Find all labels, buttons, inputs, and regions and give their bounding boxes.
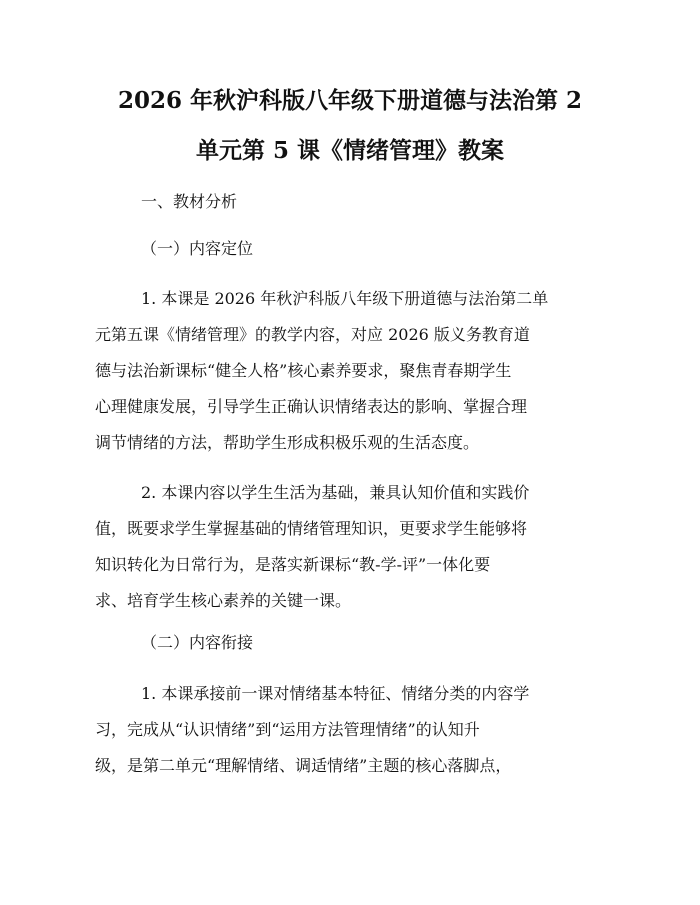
subsection-heading-content-connection: （二）内容衔接 xyxy=(141,633,254,652)
paragraph-1-line-1: 1. 本课是 2026 年秋沪科版八年级下册道德与法治第二单 xyxy=(141,289,549,308)
paragraph-3-line-1: 1. 本课承接前一课对情绪基本特征、情绪分类的内容学 xyxy=(141,684,530,703)
document-title-line-2: 单元第 5 课《情绪管理》教案 xyxy=(195,137,505,164)
paragraph-1-line-3: 德与法治新课标“健全人格”核心素养要求，聚焦青春期学生 xyxy=(95,361,512,380)
paragraph-2-line-3: 知识转化为日常行为，是落实新课标“教-学-评”一体化要 xyxy=(95,555,491,574)
paragraph-2-line-1: 2. 本课内容以学生生活为基础，兼具认知价值和实践价 xyxy=(141,483,530,502)
subsection-heading-content-positioning: （一）内容定位 xyxy=(141,239,254,258)
paragraph-3-line-2: 习，完成从“认识情绪”到“运用方法管理情绪”的认知升 xyxy=(95,720,480,739)
paragraph-2-line-4: 求、培育学生核心素养的关键一课。 xyxy=(95,591,352,610)
paragraph-1-line-4: 心理健康发展，引导学生正确认识情绪表达的影响、掌握合理 xyxy=(95,397,528,416)
paragraph-1-line-2: 元第五课《情绪管理》的教学内容，对应 2026 版义务教育道 xyxy=(95,325,530,344)
paragraph-1-line-5: 调节情绪的方法，帮助学生形成积极乐观的生活态度。 xyxy=(95,433,480,452)
section-heading-textbook-analysis: 一、教材分析 xyxy=(141,192,238,211)
paragraph-2-line-2: 值，既要求学生掌握基础的情绪管理知识，更要求学生能够将 xyxy=(95,519,528,538)
paragraph-3-line-3: 级，是第二单元“理解情绪、调适情绪”主题的核心落脚点， xyxy=(95,756,512,775)
document-title-line-1: 2026 年秋沪科版八年级下册道德与法治第 2 xyxy=(117,87,583,114)
